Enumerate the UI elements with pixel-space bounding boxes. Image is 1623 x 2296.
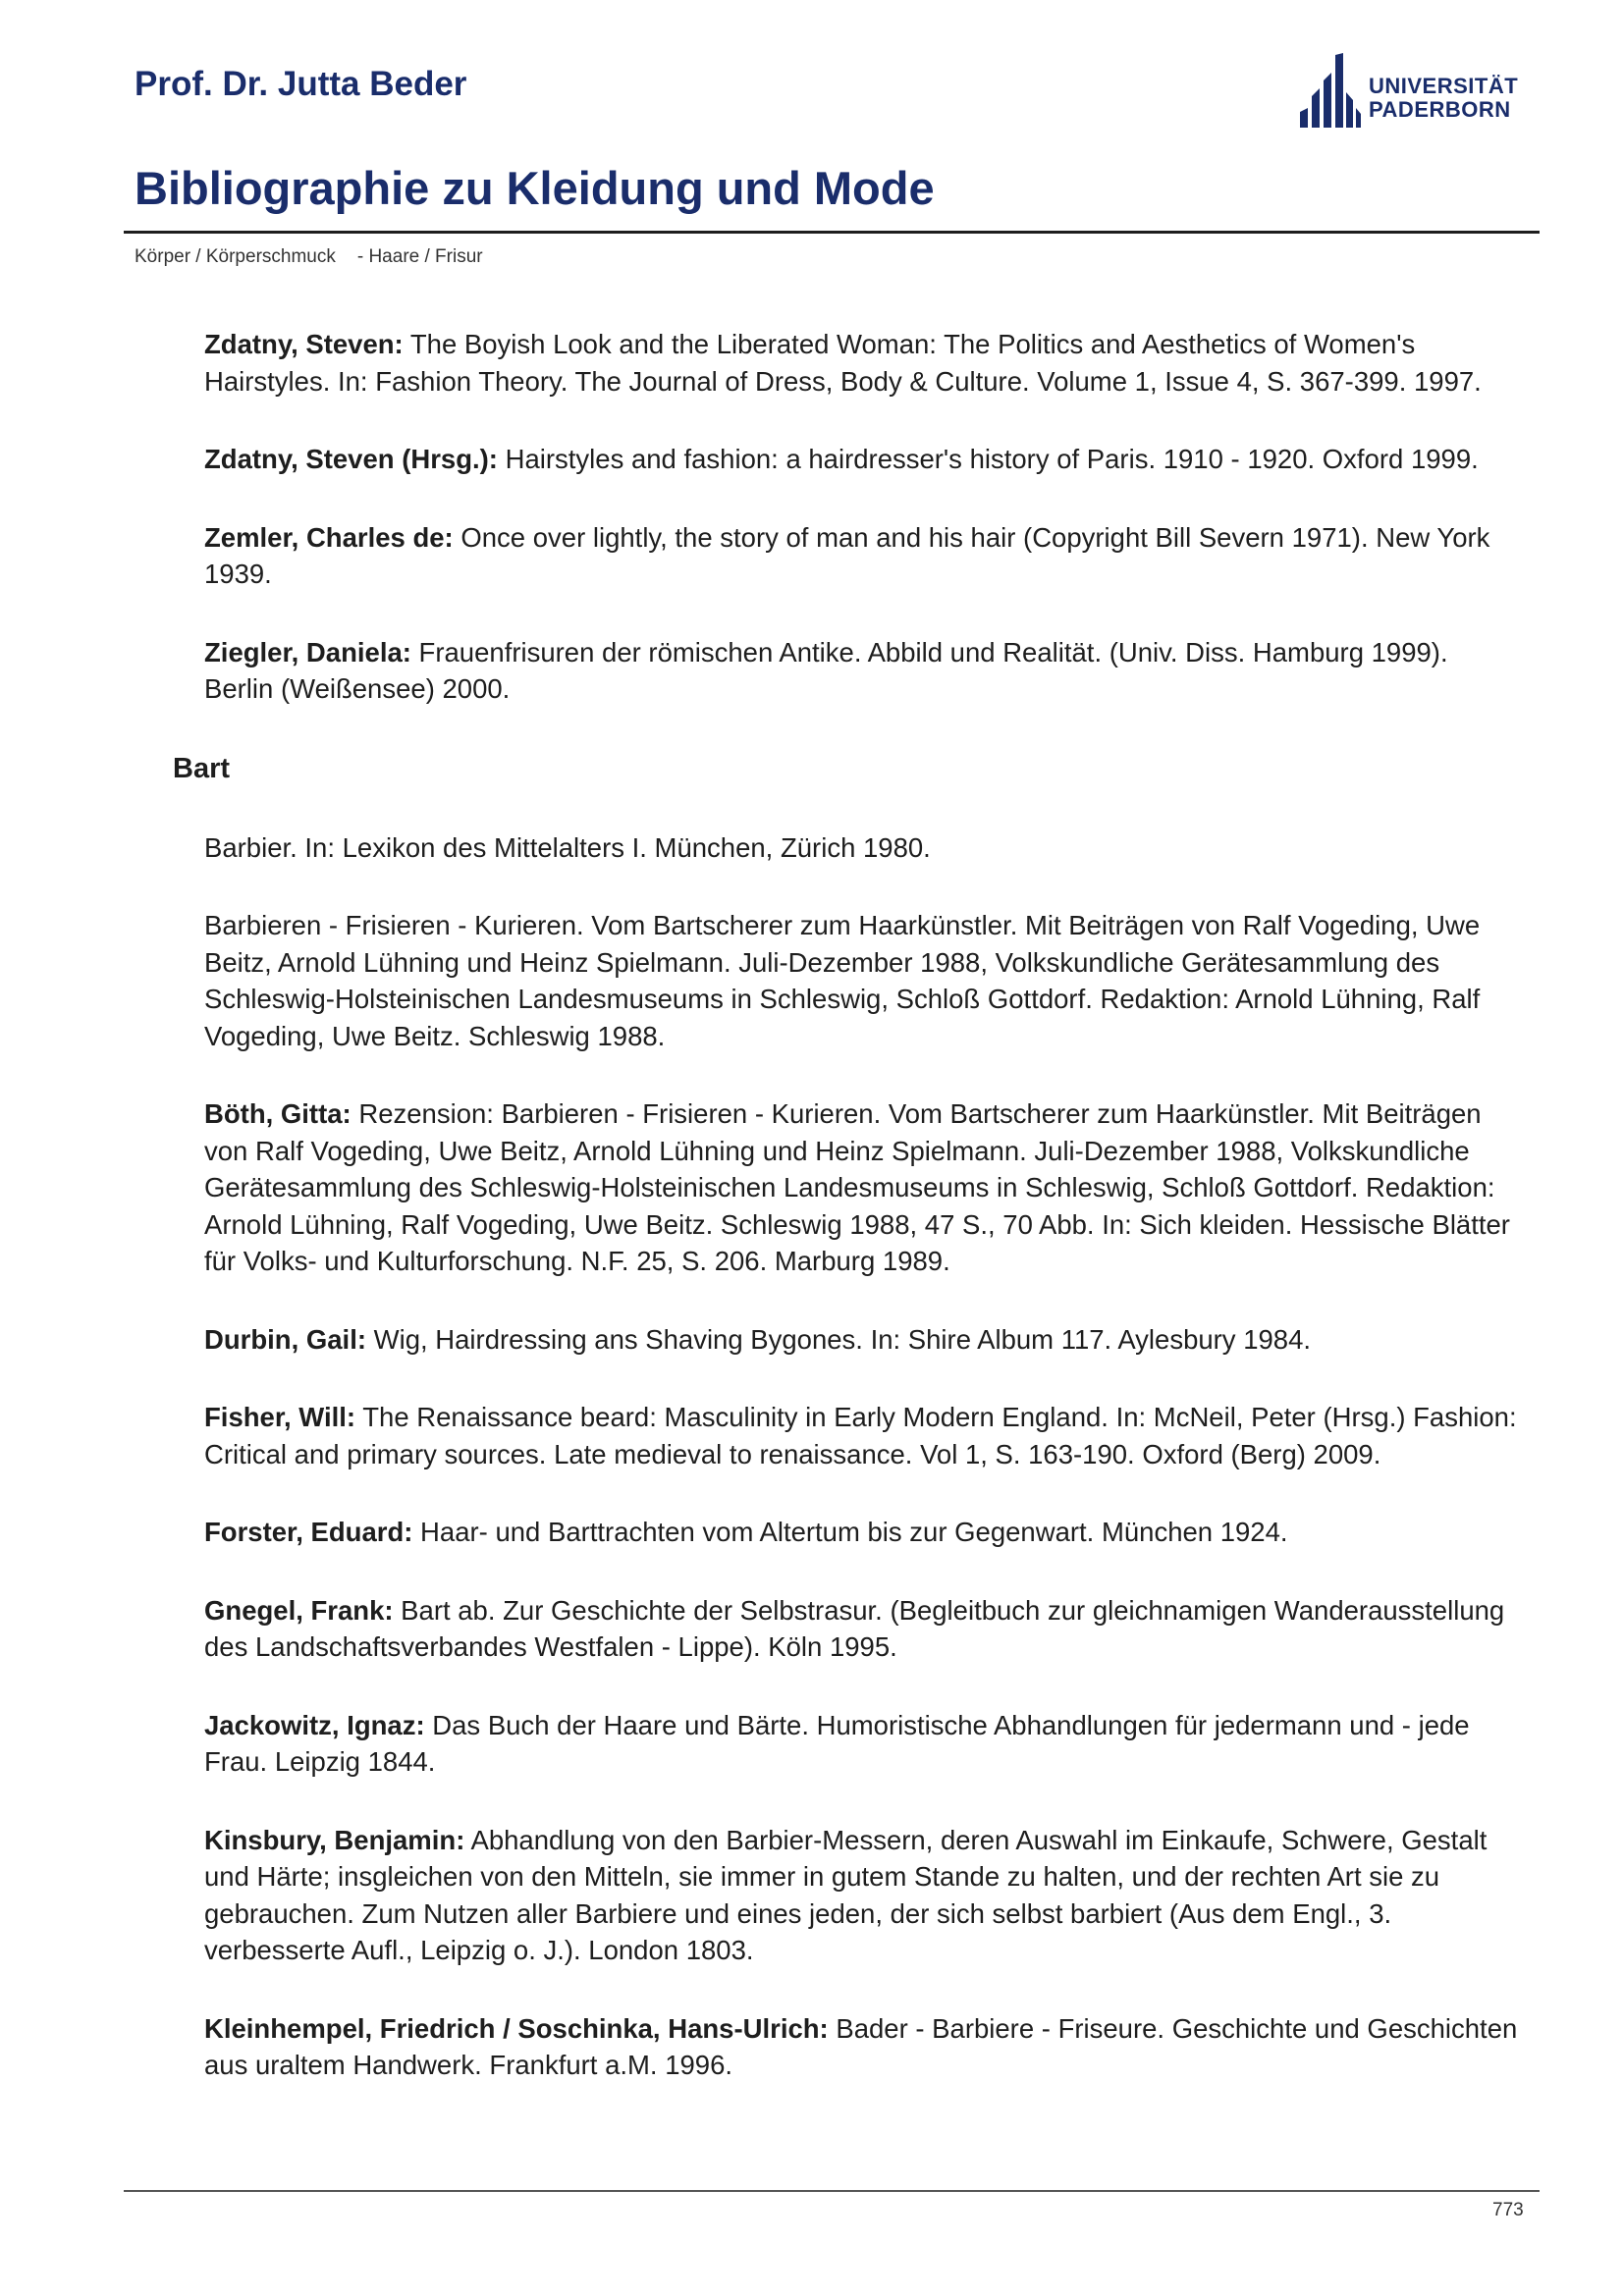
entry-author: Fisher, Will:	[204, 1402, 356, 1432]
entries-bart	[204, 829, 1520, 2084]
bibliography-entry	[204, 907, 1520, 1054]
entry-text: Once over lightly, the story of man and his hair (Copyright Bill Severn 1971). New York 1939.	[204, 521, 1490, 589]
bibliography-entry	[204, 441, 1520, 478]
entry-author: Zemler, Charles de:	[204, 521, 454, 553]
entry-author: Jackowitz, Ignaz:	[204, 1709, 425, 1740]
entry-author: Böth, Gitta:	[204, 1098, 352, 1129]
entry-text: Rezension: Barbieren - Frisieren - Kurieren. Vom Bartscherer zum Haarkünstler. Mit Beiträgen von Ralf Vogeding, Uwe Beitz, Arnold Lühning und Heinz Spielmann. Juli-Dezember 1988, Volkskundliche Gerätesammlung des Schleswig-Holsteinischen Landesmuseums in Schleswig, Schloß Gottdorf. Redaktion: Arnold Lühning, Ralf Vogeding, Uwe Beitz. Schleswig 1988, 47 S., 70 Abb. In: Sich kleiden. Hessische Blätter für Volks- und Kulturforschung. N.F. 25, S. 206. Marburg 1989.	[204, 1098, 1510, 1276]
entry-author: Ziegler, Daniela:	[204, 636, 411, 667]
entry-author: Durbin, Gail:	[204, 1323, 366, 1355]
entry-text: Bart ab. Zur Geschichte der Selbstrasur. (Begleitbuch zur gleichnamigen Wanderausstellung des Landschaftsverbandes Westfalen - Lippe). Köln 1995.	[204, 1594, 1505, 1662]
document-title: Bibliographie zu Kleidung und Mode	[135, 162, 935, 214]
bibliography-entry	[204, 1514, 1520, 1551]
footer-divider	[124, 2190, 1540, 2192]
entry-text: Haar- und Barttrachten vom Altertum bis zur Gegenwart. München 1924.	[412, 1517, 1288, 1547]
bibliography-entry	[204, 2010, 1520, 2084]
logo-wordmark	[1369, 75, 1518, 122]
bibliography-entry	[204, 829, 1520, 867]
entry-text: Das Buch der Haare und Bärte. Humoristische Abhandlungen für jedermann und - jede Frau. Leipzig 1844.	[204, 1709, 1470, 1777]
entry-author: Gnegel, Frank:	[204, 1594, 394, 1626]
entry-text: Wig, Hairdressing ans Shaving Bygones. In: Shire Album 117. Aylesbury 1984.	[366, 1323, 1312, 1355]
entry-author: Zdatny, Steven (Hrsg.):	[204, 444, 498, 474]
section-heading: Bart	[173, 752, 231, 784]
entry-text: Hairstyles and fashion: a hairdresser's history of Paris. 1910 - 1920. Oxford 1999.	[497, 444, 1479, 474]
entry-text: The Renaissance beard: Masculinity in Early Modern England. In: McNeil, Peter (Hrsg.) Fashion: Critical and primary sources. Late medieval to renaissance. Vol 1, S. 163-190. Oxford (Berg) 2009.	[204, 1402, 1517, 1469]
entry-text: Barbieren - Frisieren - Kurieren. Vom Bartscherer zum Haarkünstler. Mit Beiträgen von Ralf Vogeding, Uwe Beitz, Arnold Lühning und Heinz Spielmann. Juli-Dezember 1988, Volkskundliche Gerätesammlung des Schleswig-Holsteinischen Landesmuseums in Schleswig, Schloß Gottdorf. Redaktion: Arnold Lühning, Ralf Vogeding, Uwe Beitz. Schleswig 1988.	[204, 910, 1481, 1051]
logo-line-1: UNIVERSITÄT	[1369, 74, 1519, 98]
bibliography-entry	[204, 1592, 1520, 1666]
bibliography-entry	[204, 634, 1520, 708]
bibliography-entry	[204, 1095, 1520, 1280]
breadcrumb	[135, 246, 483, 268]
entry-author: Forster, Eduard:	[204, 1517, 413, 1547]
university-logo	[1294, 53, 1530, 132]
bibliography-entry	[204, 1707, 1520, 1781]
header-divider	[124, 231, 1540, 234]
entry-author: Kleinhempel, Friedrich / Soschinka, Hans-Ulrich:	[204, 2012, 829, 2044]
breadcrumb-item: Körper / Körperschmuck	[135, 246, 336, 267]
entry-text: The Boyish Look and the Liberated Woman: The Politics and Aesthetics of Women's Hairstyles. In: Fashion Theory. The Journal of Dress, Body & Culture. Volume 1, Issue 4, S. 367-399. 1997.	[204, 329, 1482, 397]
bibliography-entry	[204, 1321, 1520, 1359]
entry-author: Kinsbury, Benjamin:	[204, 1824, 465, 1855]
entry-author: Zdatny, Steven:	[204, 329, 404, 359]
entry-text: Barbier. In: Lexikon des Mittelalters I. München, Zürich 1980.	[204, 831, 931, 863]
document-author: Prof. Dr. Jutta Beder	[135, 65, 467, 103]
entry-text: Abhandlung von den Barbier-Messern, deren Auswahl im Einkaufe, Schwere, Gestalt und Härte; insgleichen von den Mitteln, sie immer in gutem Stande zu halten, und der rechten Art sie zu gebrauchen. Zum Nutzen aller Barbiere und eines jeden, der sich selbst barbiert (Aus dem Engl., 3. verbesserte Aufl., Leipzig o. J.). London 1803.	[204, 1824, 1488, 1965]
bibliography-list	[173, 326, 1520, 2125]
breadcrumb-item: - Haare / Frisur	[356, 246, 483, 267]
entry-text: Frauenfrisuren der römischen Antike. Abbild und Realität. (Univ. Diss. Hamburg 1999). Berlin (Weißensee) 2000.	[204, 636, 1448, 704]
bibliography-entry	[204, 519, 1520, 593]
bibliography-entry	[204, 1822, 1520, 1969]
logo-line-2: PADERBORN	[1369, 97, 1511, 122]
bibliography-entry	[204, 1399, 1520, 1472]
entries-top	[204, 326, 1520, 708]
entry-text: Bader - Barbiere - Friseure. Geschichte und Geschichten aus uraltem Handwerk. Frankfurt a.M. 1996.	[204, 2012, 1518, 2080]
bibliography-entry	[204, 326, 1520, 400]
page-number: 773	[1492, 2200, 1524, 2220]
university-logo-icon	[1294, 53, 1363, 130]
